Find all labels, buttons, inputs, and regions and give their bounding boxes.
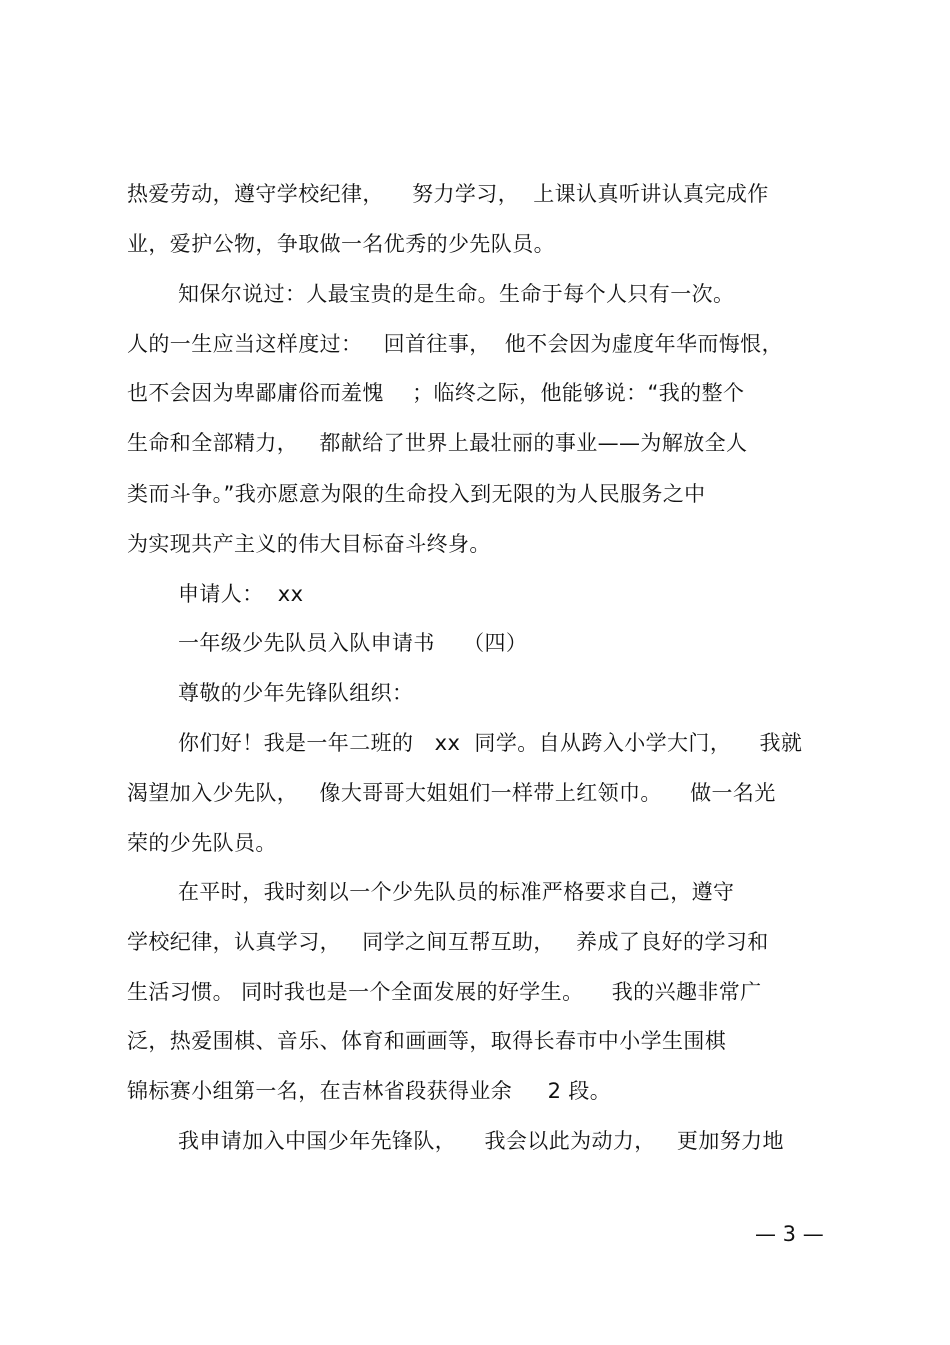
paragraph-line: 为实现共产主义的伟大目标奋斗终身。 <box>127 532 491 556</box>
paragraph-line: 热爱劳动，遵守学校纪律， 努力学习， 上课认真听讲认真完成作 <box>127 182 769 206</box>
paragraph-line: 我申请加入中国少年先锋队， 我会以此为动力， 更加努力地 <box>178 1129 784 1153</box>
paragraph-line: 生命和全部精力， 都献给了世界上最壮丽的事业——为解放全人 <box>127 431 748 455</box>
paragraph-line: 荣的少先队员。 <box>127 831 277 855</box>
paragraph-line: 知保尔说过：人最宝贵的是生命。生命于每个人只有一次。 <box>178 282 735 306</box>
paragraph-line: 生活习惯。 同时我也是一个全面发展的好学生。 我的兴趣非常广 <box>127 980 762 1004</box>
paragraph-line: 也不会因为卑鄙庸俗而羞愧 ；临终之际，他能够说：“我的整个 <box>127 381 745 405</box>
paragraph-line: 渴望加入少先队， 像大哥哥大姐姐们一样带上红领巾。 做一名光 <box>127 781 776 805</box>
applicant-line: 申请人： xx <box>178 582 304 606</box>
paragraph-line: 泛，热爱围棋、音乐、体育和画画等，取得长春市中小学生围棋 <box>127 1029 727 1053</box>
paragraph-line: 在平时，我时刻以一个少先队员的标准严格要求自己，遵守 <box>178 880 735 904</box>
paragraph-line: 锦标赛小组第一名，在吉林省段获得业余 2 段。 <box>127 1079 612 1103</box>
paragraph-line: 人的一生应当这样度过： 回首往事， 他不会因为虚度年华而悔恨， <box>127 332 783 356</box>
section-title: 一年级少先队员入队申请书 （四） <box>178 631 528 655</box>
paragraph-line: 类而斗争。”我亦愿意为限的生命投入到无限的为人民服务之中 <box>127 482 706 506</box>
paragraph-line: 你们好！我是一年二班的 xx 同学。自从跨入小学大门， 我就 <box>178 731 803 755</box>
page-number: — 3 — <box>755 1222 824 1246</box>
paragraph-line: 业，爱护公物，争取做一名优秀的少先队员。 <box>127 232 555 256</box>
paragraph-line: 学校纪律，认真学习， 同学之间互帮互助， 养成了良好的学习和 <box>127 930 769 954</box>
salutation: 尊敬的少年先锋队组织： <box>178 681 414 705</box>
